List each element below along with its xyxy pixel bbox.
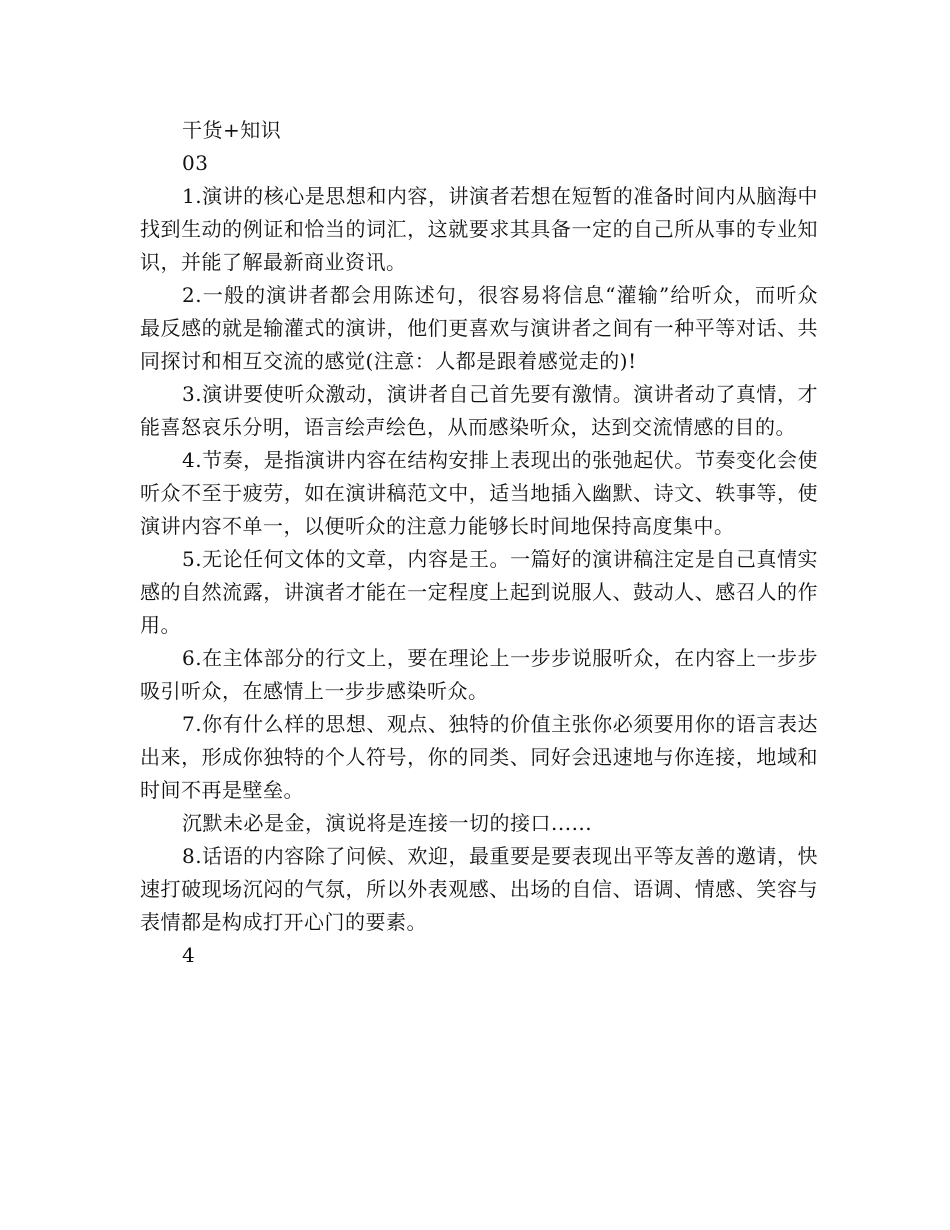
section-number: 03 <box>182 151 209 175</box>
paragraph-7: 7.你有什么样的思想、观点、独特的价值主张你必须要用你的语言表达出来，形成你独特的个人符号，你的同类、同好会迅速地与你连接，地域和时间不再是壁垒。 <box>140 712 818 802</box>
paragraph-8: 8.话语的内容除了问候、欢迎，最重要是要表现出平等友善的邀请，快速打破现场沉闷的气氛，所以外表观感、出场的自信、语调、情感、笑容与表情都是构成打开心门的要素。 <box>140 844 818 934</box>
page-number: 4 <box>182 943 196 967</box>
interlude-line: 沉默未必是金，演说将是连接一切的接口...... <box>182 811 593 835</box>
paragraph-1: 1.演讲的核心是思想和内容，讲演者若想在短暂的准备时间内从脑海中找到生动的例证和恰当的词汇，这就要求其具备一定的自己所从事的专业知识，并能了解最新商业资讯。 <box>140 184 818 274</box>
paragraph-3: 3.演讲要使听众激动，演讲者自己首先要有激情。演讲者动了真情，才能喜怒哀乐分明，语言绘声绘色，从而感染听众，达到交流情感的目的。 <box>140 382 818 439</box>
paragraph-5: 5.无论任何文体的文章，内容是王。一篇好的演讲稿注定是自己真情实感的自然流露，讲演者才能在一定程度上起到说服人、鼓动人、感召人的作用。 <box>140 547 818 637</box>
paragraph-4: 4.节奏，是指演讲内容在结构安排上表现出的张弛起伏。节奏变化会使听众不至于疲劳，如在演讲稿范文中，适当地插入幽默、诗文、轶事等，使演讲内容不单一，以便听众的注意力能够长时间地保持高度集中。 <box>140 448 818 538</box>
paragraph-2: 2.一般的演讲者都会用陈述句，很容易将信息“灌输”给听众，而听众最反感的就是输灌式的演讲，他们更喜欢与演讲者之间有一种平等对话、共同探讨和相互交流的感觉(注意：人都是跟着感觉走的)! <box>140 283 818 373</box>
paragraph-6: 6.在主体部分的行文上，要在理论上一步步说服听众，在内容上一步步吸引听众，在感情上一步步感染听众。 <box>140 646 818 703</box>
section-heading: 干货+知识 <box>182 118 282 142</box>
